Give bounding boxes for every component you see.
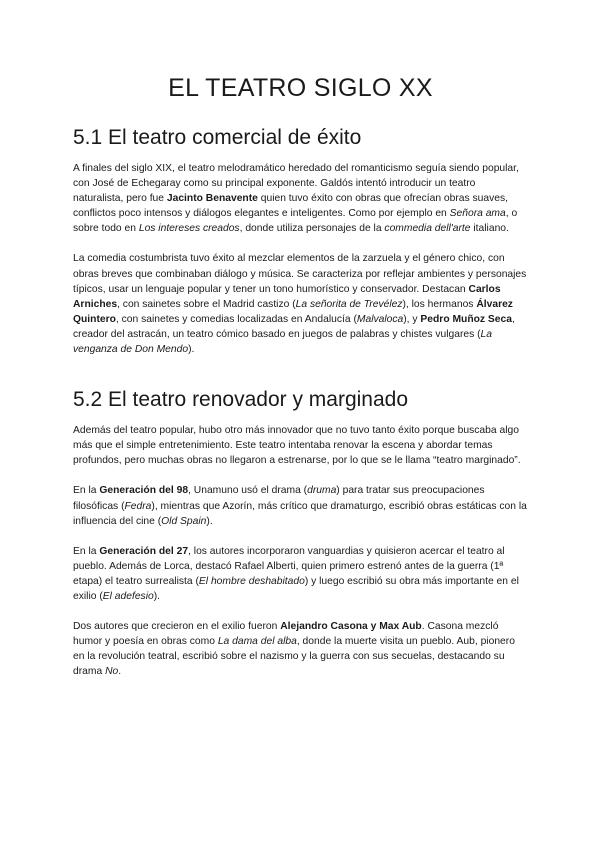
text-run: , creador del astracán, un teatro cómico basado en juegos de palabras y chistes vulgares (	[73, 313, 515, 340]
text-run: En la	[73, 545, 100, 557]
work-title: La señorita de Trevélez	[295, 298, 403, 310]
text-run: En la	[73, 485, 100, 497]
text-run: Además del teatro popular, hubo otro más innovador que no tuvo tanto éxito porque buscaba algo más que el simple entretenimiento. Este teatro intentaba renovar la escena y abordar temas profundos, pero muchas obras no llegaron a estrenarse, por lo que se le llama “teatro marginado”.	[73, 425, 521, 467]
paragraph-generacion-98	[73, 483, 528, 528]
text-run: ), y	[403, 313, 421, 325]
italic-term: druma	[307, 485, 337, 497]
section-heading-comercial: 5.1 El teatro comercial de éxito	[73, 126, 362, 149]
bold-author: Carlos Arniches	[73, 283, 501, 310]
text-run: .	[118, 666, 122, 678]
text-run: , o sobre todo en	[73, 208, 518, 235]
text-run: ).	[153, 590, 161, 602]
text-run: A finales del siglo XIX, el teatro melodramático heredado del romanticismo seguía siendo popular, con José de Echegaray como su principal exponente. Galdós intentó introducir un teatro naturalista, pero fue	[73, 163, 519, 205]
text-run: ) y luego escribió su obra más importante en el exilio (	[73, 575, 519, 602]
text-run: ) para tratar sus preocupaciones filosóficas (	[73, 485, 485, 512]
bold-generation: Generación del 27	[99, 545, 189, 557]
italic-term: commedia dell'arte	[384, 223, 471, 235]
page-title: EL TEATRO SIGLO XX	[168, 74, 433, 102]
paragraph-costumbrista	[73, 251, 528, 357]
text-run: italiano.	[470, 223, 509, 235]
text-run: quien tuvo éxito con obras que ofrecían obras suaves, conflictos poco intensos y diálogos elegantes e inteligentes. Como por ejemplo en	[73, 193, 509, 220]
text-run: ), mientras que Azorín, más crítico que dramaturgo, escribió obras estáticas con la influencia del cine (	[73, 500, 527, 527]
text-run: , los autores incorporaron vanguardias y quisieron acercar el teatro al pueblo. Además de Lorca, destacó Rafael Alberti, quien primero estrenó antes de la guerra (1ª etapa) el teatro surrealista (	[73, 545, 505, 587]
work-title: Los intereses creados	[138, 223, 240, 235]
text-run: . Casona mezcló humor y poesía en obras como	[73, 621, 499, 648]
text-run: , con sainetes y comedias localizadas en Andalucía (	[115, 313, 357, 325]
paragraph-marginado	[73, 423, 528, 468]
text-run: , donde la muerte visita un pueblo. Aub, pionero en la revolución teatral, escribió sobre el nazismo y la guerra con sus secuelas, destacando su drama	[73, 636, 515, 678]
text-run: , Unamuno usó el drama (	[188, 485, 308, 497]
text-run: , con sainetes sobre el Madrid castizo (	[117, 298, 296, 310]
text-run: ), los hermanos	[402, 298, 477, 310]
work-title: Malvaloca	[356, 313, 404, 325]
paragraph-generacion-27	[73, 544, 528, 604]
work-title: El adefesio	[102, 590, 154, 602]
work-title: Old Spain	[161, 515, 207, 527]
work-title: No	[105, 666, 119, 678]
bold-author: Pedro Muñoz Seca	[420, 313, 512, 325]
paragraph-benavente	[73, 161, 528, 236]
text-run: Dos autores que crecieron en el exilio fueron	[73, 621, 281, 633]
bold-author: Álvarez Quintero	[73, 298, 513, 325]
bold-author: Alejandro Casona y Max Aub	[280, 621, 422, 633]
section-heading-renovador: 5.2 El teatro renovador y marginado	[73, 388, 409, 412]
work-title: Fedra	[124, 500, 152, 512]
work-title: La dama del alba	[217, 636, 297, 648]
bold-generation: Generación del 98	[99, 485, 189, 497]
text-run: , donde utiliza personajes de la	[239, 223, 385, 235]
paragraph-exilio	[73, 619, 528, 679]
bold-author: Jacinto Benavente	[166, 193, 258, 205]
work-title: El hombre deshabitado	[198, 575, 305, 587]
text-run: La comedia costumbrista tuvo éxito al mezclar elementos de la zarzuela y el género chico, con obras breves que combinaban diálogo y música. Se caracteriza por reflejar ambientes y personajes típicos, usar un lenguaje popular y tener un tono humorístico y conservador. Destacan	[73, 253, 527, 295]
text-run: ).	[188, 344, 195, 356]
work-title: Señora ama	[449, 208, 506, 220]
text-run: ).	[206, 515, 213, 527]
work-title: La venganza de Don Mendo	[73, 328, 493, 356]
